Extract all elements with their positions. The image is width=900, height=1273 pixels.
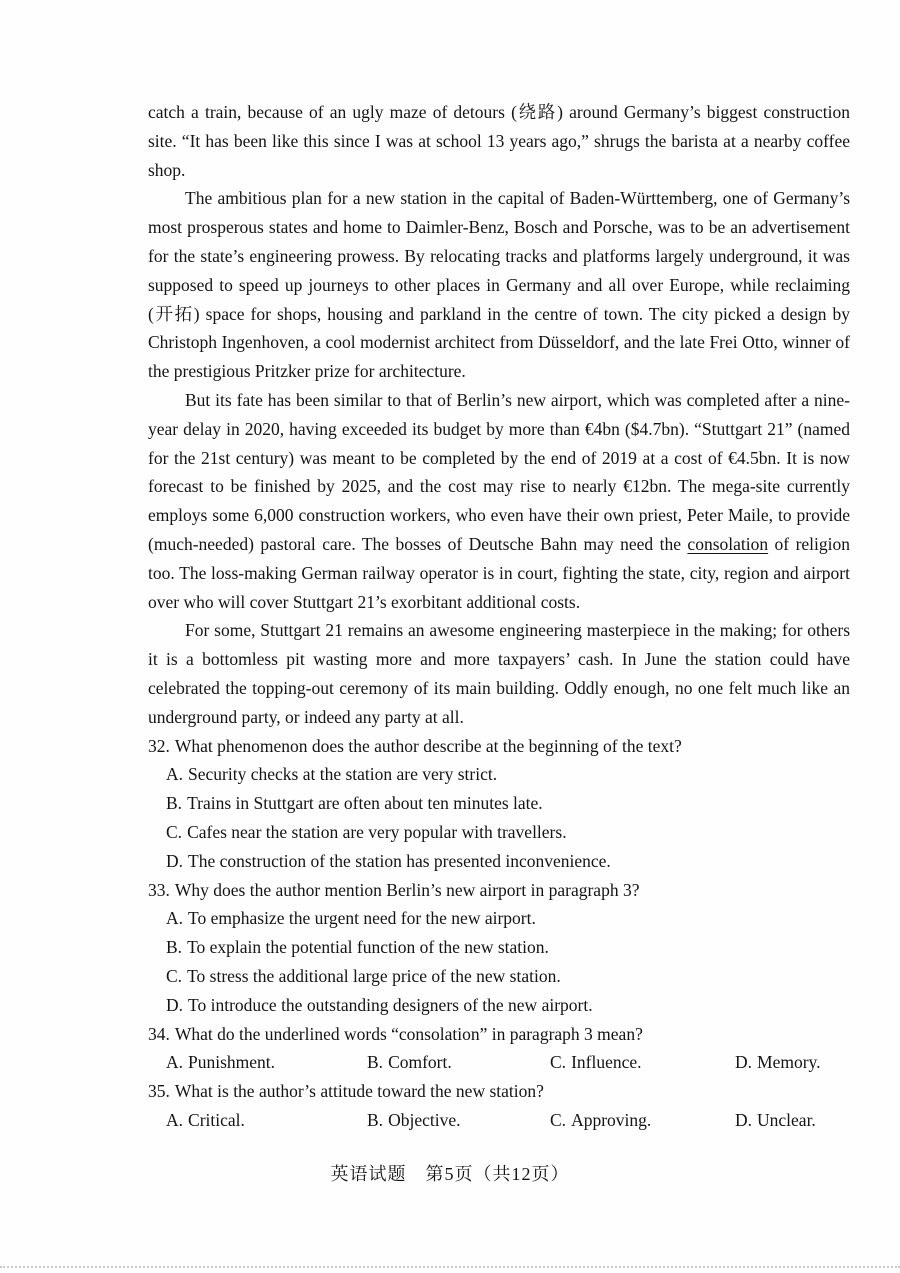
option-label: C. bbox=[166, 965, 183, 986]
page-content bbox=[148, 98, 850, 1135]
page-bottom-tear-line bbox=[0, 1266, 900, 1268]
option-text: To introduce the outstanding designers of the new airport. bbox=[188, 994, 593, 1015]
question-block bbox=[148, 876, 850, 1020]
option-text: Trains in Stuttgart are often about ten minutes late. bbox=[187, 793, 543, 814]
option-item bbox=[367, 1048, 550, 1077]
passage-paragraph bbox=[148, 184, 850, 386]
option-text: Objective. bbox=[388, 1109, 461, 1130]
option-item bbox=[166, 1106, 367, 1135]
question-stem-line bbox=[148, 876, 850, 905]
question-number: 35. bbox=[148, 1081, 170, 1102]
footer-text: 英语试题 第5页（共12页） bbox=[330, 1164, 570, 1184]
question-block bbox=[148, 732, 850, 876]
option-item bbox=[735, 1048, 850, 1077]
question-number: 33. bbox=[148, 879, 170, 900]
questions bbox=[148, 732, 850, 1135]
option-label: D. bbox=[735, 1052, 753, 1073]
option-text: To emphasize the urgent need for the new airport. bbox=[188, 908, 536, 929]
options-stacked bbox=[148, 904, 850, 1019]
options-row bbox=[148, 1106, 850, 1135]
option-text: Memory. bbox=[757, 1052, 821, 1073]
option-text: Cafes near the station are very popular with travellers. bbox=[187, 821, 567, 842]
option-label: D. bbox=[166, 850, 184, 871]
question-stem: What is the author’s attitude toward the new station? bbox=[174, 1081, 544, 1102]
option-item bbox=[166, 1048, 367, 1077]
passage-paragraph bbox=[148, 616, 850, 731]
option-text: The construction of the station has presented inconvenience. bbox=[188, 850, 611, 871]
option-item bbox=[735, 1106, 850, 1135]
option-label: B. bbox=[166, 937, 183, 958]
options-row bbox=[148, 1048, 850, 1077]
question-stem-line bbox=[148, 1020, 850, 1049]
question-stem: What phenomenon does the author describe at the beginning of the text? bbox=[174, 735, 682, 756]
option-item bbox=[148, 904, 850, 933]
option-item bbox=[148, 818, 850, 847]
question-number: 32. bbox=[148, 735, 170, 756]
option-label: A. bbox=[166, 1109, 184, 1130]
option-label: D. bbox=[166, 994, 184, 1015]
question-stem: Why does the author mention Berlin’s new airport in paragraph 3? bbox=[174, 879, 640, 900]
passage-text: For some, Stuttgart 21 remains an awesome engineering masterpiece in the making; for others it is a bottomless pit wasting more and more taxpayers’ cash. In June the station could have celebrated the topping-out ceremony of its main building. Oddly enough, no one felt much like an underground party, or indeed any party at all. bbox=[148, 620, 850, 727]
option-label: B. bbox=[367, 1052, 384, 1073]
option-text: To explain the potential function of the new station. bbox=[187, 937, 549, 958]
option-label: C. bbox=[550, 1109, 567, 1130]
passage-paragraph bbox=[148, 98, 850, 184]
passage-text: of religion too. The loss-making German railway operator is in court, fighting the state, city, region and airport over who will cover Stuttgart 21’s exorbitant additional costs. bbox=[148, 533, 850, 612]
question-stem-line bbox=[148, 1077, 850, 1106]
question-block bbox=[148, 1077, 850, 1135]
passage-text: The ambitious plan for a new station in the capital of Baden-Württemberg, one of Germany’s most prosperous states and home to Daimler-Benz, Bosch and Porsche, was to be an advertisement for the state’s engineering prowess. By relocating tracks and platforms largely underground, it was supposed to speed up journeys to other places in Germany and all over Europe, while reclaiming (开拓) space for shops, housing and parkland in the centre of town. The city picked a design by Christoph Ingenhoven, a cool modernist architect from Düsseldorf, and the late Frei Otto, winner of the prestigious Pritzker prize for architecture. bbox=[148, 188, 850, 382]
option-text: To stress the additional large price of the new station. bbox=[187, 965, 561, 986]
underlined-word: consolation bbox=[687, 533, 769, 554]
option-text: Comfort. bbox=[388, 1052, 452, 1073]
option-label: A. bbox=[166, 1052, 184, 1073]
option-item bbox=[148, 760, 850, 789]
option-item bbox=[148, 789, 850, 818]
option-text: Unclear. bbox=[757, 1109, 816, 1130]
passage-text: catch a train, because of an ugly maze of detours (绕路) around Germany’s biggest construction site. “It has been like this since I was at school 13 years ago,” shrugs the barista at a nearby coffee shop. bbox=[148, 102, 850, 180]
option-label: B. bbox=[166, 793, 183, 814]
option-text: Influence. bbox=[571, 1052, 642, 1073]
option-text: Approving. bbox=[571, 1109, 652, 1130]
option-label: A. bbox=[166, 908, 184, 929]
question-block bbox=[148, 1020, 850, 1078]
option-text: Critical. bbox=[188, 1109, 245, 1130]
option-item bbox=[148, 991, 850, 1020]
question-stem-line bbox=[148, 732, 850, 761]
question-stem: What do the underlined words “consolation” in paragraph 3 mean? bbox=[174, 1023, 643, 1044]
option-label: D. bbox=[735, 1109, 753, 1130]
option-text: Security checks at the station are very strict. bbox=[188, 764, 498, 785]
option-item bbox=[148, 847, 850, 876]
page-footer bbox=[0, 1160, 900, 1188]
option-label: B. bbox=[367, 1109, 384, 1130]
passage bbox=[148, 98, 850, 732]
option-item bbox=[148, 933, 850, 962]
passage-text: But its fate has been similar to that of Berlin’s new airport, which was completed after a nine-year delay in 2020, having exceeded its budget by more than €4bn ($4.7bn). “Stuttgart 21” (named for the 21st century) was meant to be completed by the end of 2019 at a cost of €4.5bn. It is now forecast to be finished by 2025, and the cost may rise to nearly €12bn. The mega-site currently employs some 6,000 construction workers, who even have their own priest, Peter Maile, to provide (much-needed) pastoral care. The bosses of Deutsche Bahn may need the bbox=[148, 389, 850, 554]
option-label: C. bbox=[550, 1052, 567, 1073]
options-stacked bbox=[148, 760, 850, 875]
option-label: A. bbox=[166, 764, 184, 785]
option-item bbox=[148, 962, 850, 991]
option-item bbox=[550, 1106, 735, 1135]
option-item bbox=[550, 1048, 735, 1077]
option-item bbox=[367, 1106, 550, 1135]
question-number: 34. bbox=[148, 1023, 170, 1044]
option-text: Punishment. bbox=[188, 1052, 276, 1073]
passage-paragraph bbox=[148, 386, 850, 616]
option-label: C. bbox=[166, 821, 183, 842]
